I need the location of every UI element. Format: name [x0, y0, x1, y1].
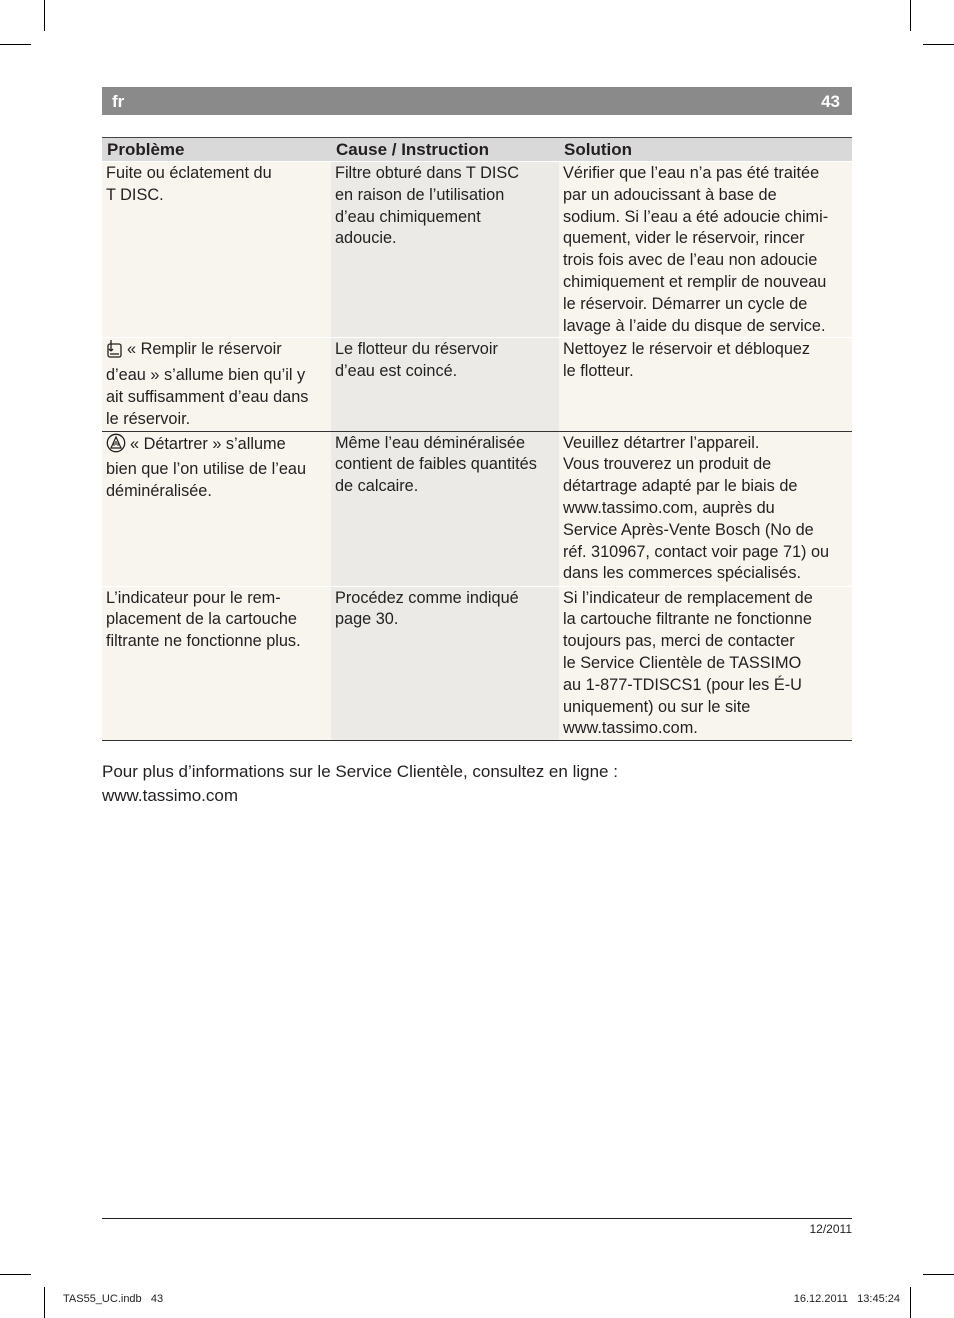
crop-mark: [44, 0, 45, 31]
language-code: fr: [112, 92, 125, 111]
page-number: 43: [821, 92, 840, 111]
crop-mark: [910, 1287, 911, 1318]
cause-cell: Même l’eau déminéralisée contient de faibles quantités de calcaire.: [331, 431, 559, 586]
divider: [102, 1218, 852, 1219]
crop-mark: [923, 44, 954, 45]
table-row: [102, 586, 852, 741]
water-tank-icon: [106, 339, 123, 365]
column-header-solution: Solution: [559, 138, 852, 162]
crop-mark: [0, 44, 31, 45]
crop-mark: [923, 1274, 954, 1275]
problem-cell: L’indicateur pour le rem- placement de la cartouche filtrante ne fonctionne plus.: [102, 586, 331, 741]
cause-cell: Filtre obturé dans T DISC en raison de l’utilisation d’eau chimiquement adoucie.: [331, 162, 559, 338]
cause-cell: Procédez comme indiqué page 30.: [331, 586, 559, 741]
problem-cell: Fuite ou éclatement du T DISC.: [102, 162, 331, 338]
column-header-problem: Problème: [102, 138, 331, 162]
descale-icon: [106, 433, 126, 460]
customer-service-note: Pour plus d’informations sur le Service Clientèle, consultez en ligne : www.tassimo.com: [102, 760, 852, 807]
problem-cell: « Remplir le réservoir d’eau » s’allume bien qu’il y ait suffisamment d’eau dans le réservoir.: [102, 338, 331, 431]
cause-cell: Le flotteur du réservoir d’eau est coincé.: [331, 338, 559, 431]
file-slug: TAS55_UC.indb 43: [63, 1293, 164, 1305]
solution-cell: Si l’indicateur de remplacement de la cartouche filtrante ne fonctionne toujours pas, merci de contacter le Service Clientèle de TASSIMO au 1-877-TDISCS1 (pour les É-U uniquement) ou sur le site www.tassimo.com.: [559, 586, 852, 741]
page-header: [102, 87, 852, 115]
solution-cell: Veuillez détartrer l’appareil. Vous trouverez un produit de détartrage adapté par le biais de www.tassimo.com, auprès du Service Après-Vente Bosch (No de réf. 310967, contact voir page 71) ou dans les commerces spécialisés.: [559, 431, 852, 586]
crop-mark: [910, 0, 911, 31]
troubleshooting-table: [102, 137, 852, 741]
print-timestamp: 16.12.2011 13:45:24: [793, 1293, 900, 1305]
solution-cell: Nettoyez le réservoir et débloquez le flotteur.: [559, 338, 852, 431]
solution-cell: Vérifier que l’eau n’a pas été traitée par un adoucissant à base de sodium. Si l’eau a été adoucie chimi- quement, vider le réservoir, rincer trois fois avec de l’eau non adoucie chimiquement et remplir de nouveau le réservoir. Démarrer un cycle de lavage à l’aide du disque de service.: [559, 162, 852, 338]
table-row: [102, 162, 852, 338]
column-header-cause: Cause / Instruction: [331, 138, 559, 162]
table-row: [102, 431, 852, 586]
date-code: 12/2011: [809, 1222, 852, 1236]
crop-mark: [0, 1274, 31, 1275]
table-row: [102, 338, 852, 431]
crop-mark: [44, 1287, 45, 1318]
website-link[interactable]: www.tassimo.com: [102, 785, 239, 805]
problem-cell: « Détartrer » s’allume bien que l’on utilise de l’eau déminéralisée.: [102, 431, 331, 586]
